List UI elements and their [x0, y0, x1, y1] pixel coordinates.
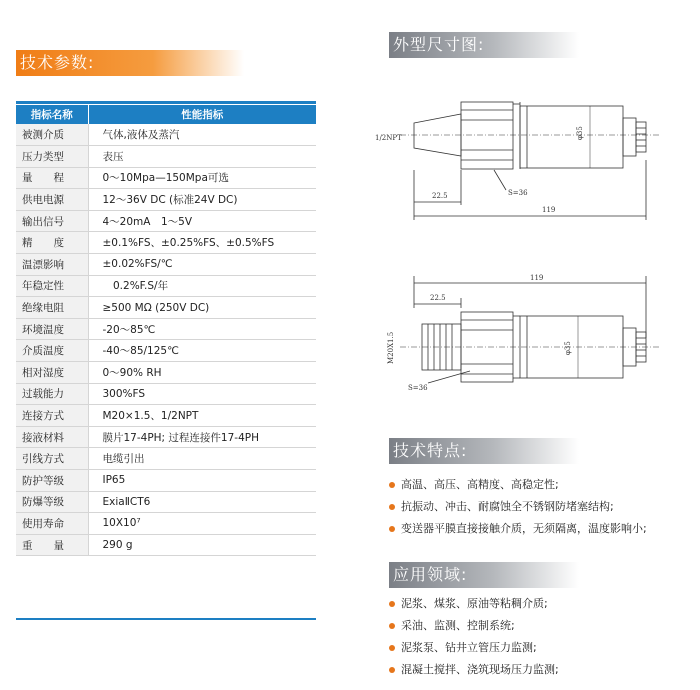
- row-name: 绝缘电阻: [16, 297, 88, 319]
- feature-item: [389, 518, 647, 540]
- table-row: [16, 189, 316, 211]
- feature-item: [389, 474, 647, 496]
- application-item: [389, 659, 559, 681]
- applications-list: [389, 593, 559, 681]
- row-value: 300%FS: [88, 383, 316, 405]
- bullet-dot-icon: [389, 482, 395, 488]
- features-list: [389, 474, 647, 540]
- hex-body-1: [461, 102, 513, 169]
- table-row: [16, 124, 316, 146]
- row-value: 膜片17-4PH; 过程连接件17-4PH: [88, 426, 316, 448]
- application-item: [389, 637, 559, 659]
- header-value: 性能指标: [88, 105, 316, 124]
- bullet-dot-icon: [389, 645, 395, 651]
- table-row: [16, 146, 316, 168]
- row-value: 12～36V DC (标准24V DC): [88, 189, 316, 211]
- row-value: 0.2%F.S/年: [88, 275, 316, 297]
- bullet-dot-icon: [389, 623, 395, 629]
- m20-thread-label: M20X1.5: [387, 331, 395, 364]
- applications-heading: [389, 562, 579, 588]
- table-row: [16, 318, 316, 340]
- application-item-text: 采油、监测、控制系统;: [401, 619, 515, 632]
- application-item-text: 混凝土搅拌、浇筑现场压力监测;: [401, 663, 559, 676]
- row-name: 防爆等级: [16, 491, 88, 513]
- applications-label: 应用领域:: [393, 565, 468, 584]
- table-row: [16, 297, 316, 319]
- table-row: [16, 513, 316, 535]
- row-value: 表压: [88, 146, 316, 168]
- row-value: 气体,液体及蒸汽: [88, 124, 316, 146]
- row-name: 供电电源: [16, 189, 88, 211]
- table-row: [16, 470, 316, 492]
- m20-total-label: 119: [530, 274, 544, 282]
- row-name: 环境温度: [16, 318, 88, 340]
- row-name: 引线方式: [16, 448, 88, 470]
- tech-params-heading: [16, 50, 244, 76]
- feature-item-text: 抗振动、冲击、耐腐蚀全不锈钢防堵塞结构;: [401, 500, 614, 513]
- table-row: [16, 340, 316, 362]
- feature-item: [389, 496, 647, 518]
- bullet-dot-icon: [389, 667, 395, 673]
- row-name: 输出信号: [16, 210, 88, 232]
- table-row: [16, 362, 316, 384]
- row-name: 接液材料: [16, 426, 88, 448]
- row-value: 0～10Mpa—150Mpa可选: [88, 167, 316, 189]
- row-value: IP65: [88, 470, 316, 492]
- bullet-dot-icon: [389, 504, 395, 510]
- row-value: 290 g: [88, 534, 316, 556]
- features-label: 技术特点:: [393, 441, 468, 460]
- table-row: [16, 232, 316, 254]
- row-name: 被测介质: [16, 124, 88, 146]
- table-row: [16, 491, 316, 513]
- row-value: 10X10⁷: [88, 513, 316, 535]
- table-row: [16, 534, 316, 556]
- feature-item-text: 变送器平膜直接接触介质，无须隔离，温度影响小;: [401, 522, 647, 535]
- row-name: 介质温度: [16, 340, 88, 362]
- table-row: [16, 167, 316, 189]
- application-item-text: 泥浆、煤浆、原油等粘稠介质;: [401, 597, 548, 610]
- row-name: 精 度: [16, 232, 88, 254]
- npt-length-label: 22.5: [432, 192, 448, 200]
- dimensions-heading: [389, 32, 579, 58]
- m20-hex-label: S=36: [408, 384, 428, 392]
- spec-table: [16, 105, 316, 556]
- table-row: [16, 383, 316, 405]
- row-value: M20×1.5、1/2NPT: [88, 405, 316, 427]
- table-row: [16, 405, 316, 427]
- tech-params-label: 技术参数:: [20, 53, 95, 72]
- main-cylinder-1: [520, 106, 623, 168]
- row-name: 压力类型: [16, 146, 88, 168]
- npt-hex-label: S=36: [508, 189, 528, 197]
- feature-item-text: 高温、高压、高精度、高稳定性;: [401, 478, 559, 491]
- row-value: 4～20mA 1～5V: [88, 210, 316, 232]
- table-row: [16, 448, 316, 470]
- m20-length-label: 22.5: [430, 294, 446, 302]
- row-name: 过载能力: [16, 383, 88, 405]
- application-item: [389, 593, 559, 615]
- row-name: 年稳定性: [16, 275, 88, 297]
- row-value: 0～90% RH: [88, 362, 316, 384]
- bullet-dot-icon: [389, 601, 395, 607]
- table-header-row: [16, 105, 316, 124]
- table-bottom-rule: [16, 618, 316, 620]
- row-name: 防护等级: [16, 470, 88, 492]
- table-top-rule: [16, 101, 316, 104]
- row-value: ≥500 MΩ (250V DC): [88, 297, 316, 319]
- application-item: [389, 615, 559, 637]
- row-name: 使用寿命: [16, 513, 88, 535]
- dimension-drawing-npt: [370, 90, 670, 235]
- row-value: -20～85℃: [88, 318, 316, 340]
- bullet-dot-icon: [389, 526, 395, 532]
- row-value: ±0.02%FS/℃: [88, 254, 316, 276]
- row-value: 电缆引出: [88, 448, 316, 470]
- npt-diameter-label: φ35: [576, 126, 584, 140]
- npt-total-label: 119: [542, 206, 556, 214]
- table-row: [16, 275, 316, 297]
- table-row: [16, 254, 316, 276]
- row-name: 相对湿度: [16, 362, 88, 384]
- row-name: 连接方式: [16, 405, 88, 427]
- dimensions-label: 外型尺寸图:: [393, 35, 485, 54]
- row-name: 温漂影响: [16, 254, 88, 276]
- table-row: [16, 210, 316, 232]
- dimension-drawing-m20: [370, 268, 670, 408]
- table-row: [16, 426, 316, 448]
- row-value: ExiaⅡCT6: [88, 491, 316, 513]
- m20-diameter-label: φ35: [564, 341, 572, 355]
- row-name: 量 程: [16, 167, 88, 189]
- row-value: ±0.1%FS、±0.25%FS、±0.5%FS: [88, 232, 316, 254]
- row-name: 重 量: [16, 534, 88, 556]
- features-heading: [389, 438, 579, 464]
- row-value: -40～85/125℃: [88, 340, 316, 362]
- header-name: 指标名称: [16, 105, 88, 124]
- npt-thread-label: 1/2NPT: [375, 134, 402, 142]
- application-item-text: 泥浆泵、钻井立管压力监测;: [401, 641, 537, 654]
